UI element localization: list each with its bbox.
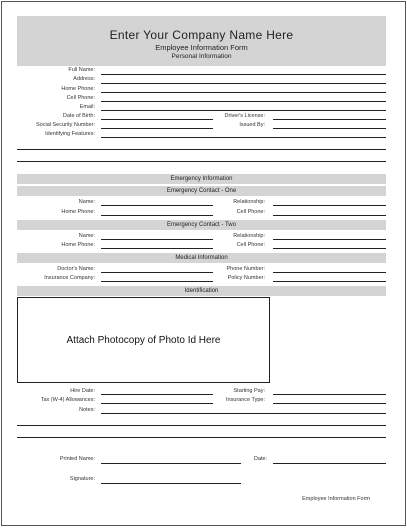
photo-id-box[interactable] xyxy=(17,297,270,383)
date-of-birth-line[interactable] xyxy=(101,119,213,120)
drivers-license-line[interactable] xyxy=(273,119,386,120)
issued-by-label: Issued By: xyxy=(239,122,265,128)
tax-allowances-line[interactable] xyxy=(101,403,213,404)
insurance-company-label: Insurance Company: xyxy=(44,275,95,281)
full-name-label: Full Name: xyxy=(68,67,95,73)
printed-name-line[interactable] xyxy=(101,463,241,464)
email-label: Email: xyxy=(79,104,95,110)
contact-one-home-phone-label: Home Phone: xyxy=(61,209,95,215)
address-label: Address: xyxy=(73,76,95,82)
personal-information-heading: Personal Information xyxy=(171,53,232,60)
insurance-type-line[interactable] xyxy=(273,403,386,404)
contact-two-home-phone-line[interactable] xyxy=(101,248,213,249)
phone-number-line[interactable] xyxy=(273,272,386,273)
hire-date-label: Hire Date: xyxy=(70,388,95,394)
tax-allowances-label: Tax (W-4) Allowances: xyxy=(40,397,95,403)
contact-two-cell-phone-line[interactable] xyxy=(273,248,386,249)
identifying-features-line-3[interactable] xyxy=(17,161,386,162)
company-name: Enter Your Company Name Here xyxy=(109,28,294,42)
medical-information-heading: Medical Information xyxy=(17,253,386,263)
notes-line-3[interactable] xyxy=(17,437,386,438)
insurance-type-label: Insurance Type: xyxy=(225,397,265,403)
printed-name-label: Printed Name: xyxy=(59,456,95,462)
home-phone-label: Home Phone: xyxy=(61,86,95,92)
notes-line-1[interactable] xyxy=(101,413,386,414)
date-label: Date: xyxy=(253,456,267,462)
employee-information-form xyxy=(1,1,406,526)
cell-phone-line[interactable] xyxy=(101,101,386,102)
form-header xyxy=(17,16,386,66)
doctors-name-line[interactable] xyxy=(101,272,213,273)
phone-number-label: Phone Number: xyxy=(226,266,265,272)
contact-one-relationship-label: Relationship: xyxy=(233,199,265,205)
contact-two-name-label: Name: xyxy=(78,233,95,239)
contact-one-home-phone-line[interactable] xyxy=(101,215,213,216)
hire-date-line[interactable] xyxy=(101,394,213,395)
ssn-label: Social Security Number: xyxy=(36,122,95,128)
cell-phone-label: Cell Phone: xyxy=(66,95,95,101)
contact-two-cell-phone-label: Cell Phone: xyxy=(236,242,265,248)
contact-one-relationship-line[interactable] xyxy=(273,205,386,206)
date-of-birth-label: Date of Birth: xyxy=(62,113,95,119)
form-title: Employee Information Form xyxy=(155,43,248,52)
emergency-contact-one-heading: Emergency Contact - One xyxy=(17,186,386,196)
notes-label: Notes: xyxy=(79,407,95,413)
doctors-name-label: Doctor's Name: xyxy=(57,266,95,272)
notes-line-2[interactable] xyxy=(17,425,386,426)
starting-pay-label: Starting Pay: xyxy=(233,388,265,394)
identifying-features-line-2[interactable] xyxy=(17,149,386,150)
identifying-features-label: Identifying Features: xyxy=(45,131,95,137)
contact-one-cell-phone-line[interactable] xyxy=(273,215,386,216)
emergency-information-heading: Emergency Information xyxy=(17,174,386,184)
identification-heading: Identification xyxy=(17,286,386,296)
footer-form-name: Employee Information Form xyxy=(302,496,370,502)
photo-id-placeholder: Attach Photocopy of Photo Id Here xyxy=(66,334,221,346)
contact-one-name-label: Name: xyxy=(78,199,95,205)
full-name-line[interactable] xyxy=(101,74,386,75)
ssn-line[interactable] xyxy=(101,128,213,129)
policy-number-label: Policy Number: xyxy=(227,275,265,281)
identifying-features-line-1[interactable] xyxy=(101,137,386,138)
address-line-2[interactable] xyxy=(101,92,386,93)
contact-one-cell-phone-label: Cell Phone: xyxy=(236,209,265,215)
starting-pay-line[interactable] xyxy=(273,394,386,395)
email-line[interactable] xyxy=(101,110,386,111)
signature-line[interactable] xyxy=(101,483,241,484)
address-line-1[interactable] xyxy=(101,83,386,84)
issued-by-line[interactable] xyxy=(273,128,386,129)
drivers-license-label: Driver's License: xyxy=(224,113,265,119)
contact-two-home-phone-label: Home Phone: xyxy=(61,242,95,248)
signature-label: Signature: xyxy=(69,476,95,482)
insurance-company-line[interactable] xyxy=(101,281,213,282)
contact-two-name-line[interactable] xyxy=(101,239,213,240)
policy-number-line[interactable] xyxy=(273,281,386,282)
contact-one-name-line[interactable] xyxy=(101,205,213,206)
contact-two-relationship-label: Relationship: xyxy=(233,233,265,239)
date-line[interactable] xyxy=(273,463,386,464)
contact-two-relationship-line[interactable] xyxy=(273,239,386,240)
emergency-contact-two-heading: Emergency Contact - Two xyxy=(17,220,386,230)
